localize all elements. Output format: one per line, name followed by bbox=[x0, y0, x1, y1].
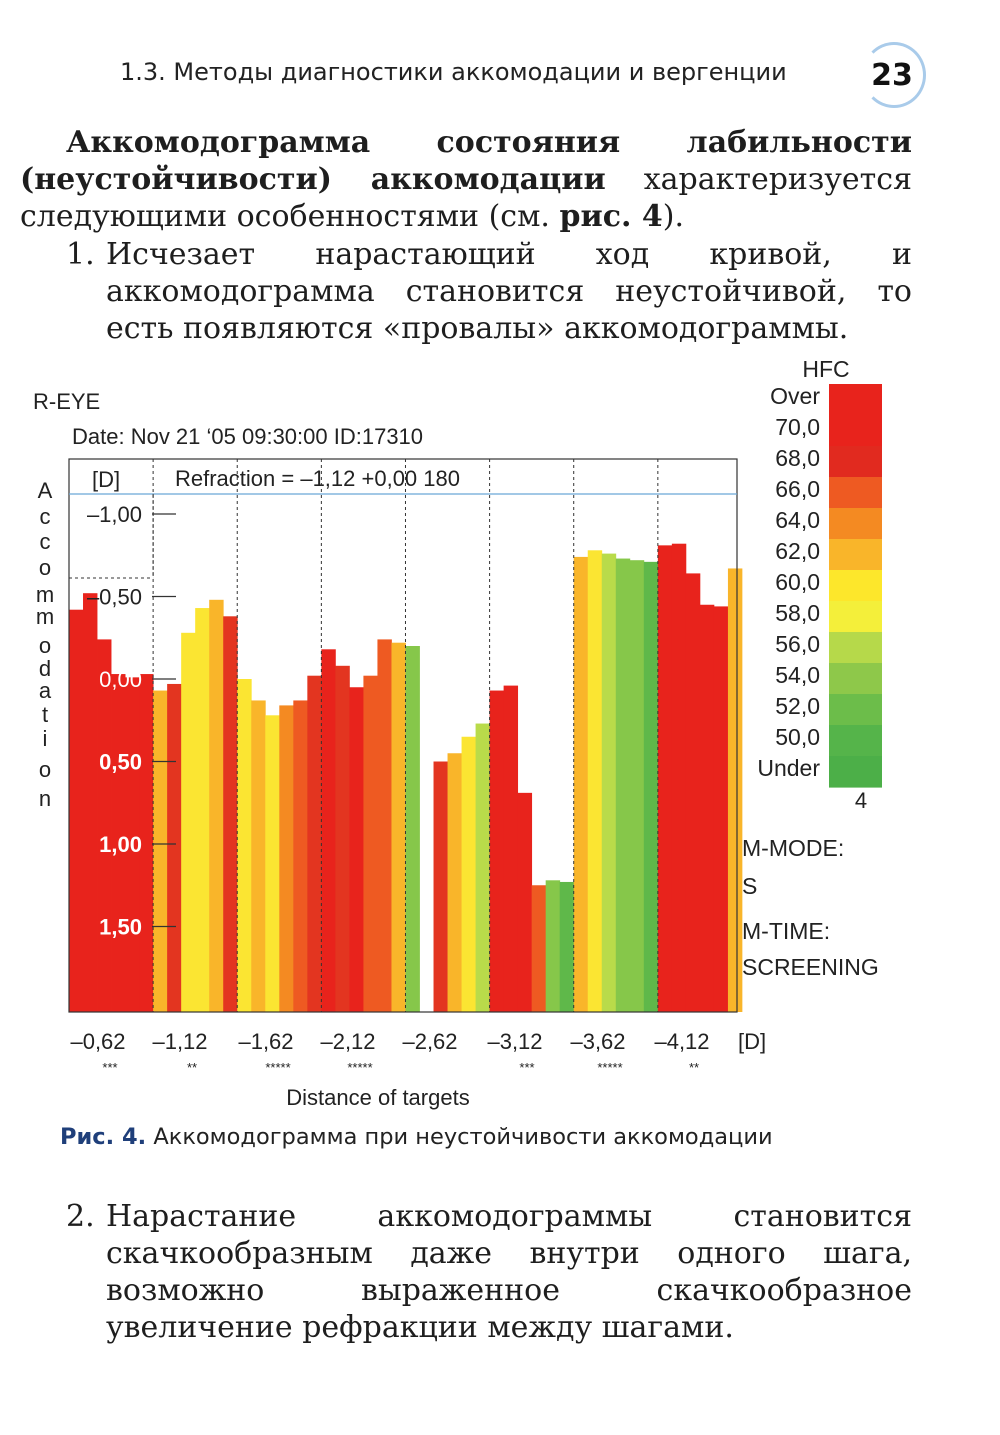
bar bbox=[700, 605, 714, 1012]
bar bbox=[405, 646, 419, 1012]
y-axis-letter: c bbox=[39, 504, 51, 529]
legend-swatch bbox=[829, 663, 882, 695]
bar bbox=[434, 762, 448, 1013]
y-axis-letter: o bbox=[38, 633, 52, 658]
y-axis-letter: a bbox=[38, 678, 52, 703]
legend-label: 58,0 bbox=[775, 600, 820, 626]
legend-label: 64,0 bbox=[775, 507, 820, 533]
x-tick-stars: ***** bbox=[347, 1060, 373, 1075]
legend-swatch bbox=[829, 601, 882, 633]
x-tick-label: –3,12 bbox=[487, 1029, 543, 1054]
bar bbox=[195, 608, 209, 1012]
bar bbox=[69, 610, 83, 1012]
x-unit-label: [D] bbox=[738, 1029, 767, 1054]
unit-label: [D] bbox=[92, 467, 121, 492]
bar bbox=[223, 616, 237, 1012]
list-item bbox=[66, 236, 912, 347]
x-tick-stars: *** bbox=[102, 1060, 118, 1075]
m-mode-value: S bbox=[742, 873, 758, 899]
y-axis-letter: A bbox=[37, 478, 53, 503]
bar bbox=[391, 643, 405, 1012]
legend-swatch bbox=[829, 415, 882, 447]
bar bbox=[546, 880, 560, 1012]
eye-label: R-EYE bbox=[33, 389, 101, 414]
bar bbox=[672, 544, 686, 1012]
y-tick-label: –0,50 bbox=[86, 584, 142, 610]
legend-label: 54,0 bbox=[775, 662, 820, 688]
list-item-number: 2. bbox=[66, 1199, 95, 1234]
bar bbox=[560, 882, 574, 1012]
bar bbox=[686, 573, 700, 1012]
legend-label: 56,0 bbox=[775, 631, 820, 657]
hfc-legend bbox=[757, 356, 882, 813]
y-tick-label: –1,00 bbox=[86, 502, 142, 527]
legend-label: 60,0 bbox=[775, 569, 820, 595]
list-item-text: Исчезает нарастающий ход кривой, и аккомодограмма становится неустойчивой, то есть появляются «провалы» аккомодограммы. bbox=[106, 237, 912, 346]
x-tick-label: –0,62 bbox=[70, 1029, 126, 1054]
legend-label: 68,0 bbox=[775, 445, 820, 471]
x-tick-stars: ** bbox=[186, 1060, 198, 1075]
legend-swatch bbox=[829, 756, 882, 788]
y-axis-letter: m bbox=[35, 582, 55, 607]
bar bbox=[307, 676, 321, 1012]
x-tick-label: –2,12 bbox=[320, 1029, 376, 1054]
bar bbox=[293, 700, 307, 1012]
legend-label: Under bbox=[757, 755, 820, 781]
x-tick-stars: ***** bbox=[597, 1060, 623, 1075]
bar bbox=[321, 649, 335, 1012]
y-tick-label: 1,50 bbox=[99, 914, 142, 940]
accommodogram-figure bbox=[0, 350, 1000, 1120]
bar bbox=[630, 560, 644, 1012]
figure-caption bbox=[60, 1124, 773, 1150]
bar bbox=[574, 557, 588, 1012]
bar bbox=[209, 600, 223, 1012]
list-item-text: Нарастание аккомодограммы становится скачкообразным даже внутри одного шага, возможно выраженное скачкообразное увеличение рефракции между шагами. bbox=[106, 1199, 912, 1345]
m-time-label: M-TIME: bbox=[742, 918, 831, 944]
bar bbox=[588, 550, 602, 1012]
y-axis-letter: i bbox=[42, 726, 48, 751]
legend-swatch bbox=[829, 384, 882, 416]
bar bbox=[167, 684, 181, 1012]
legend-label: 70,0 bbox=[775, 414, 820, 440]
x-axis-title: Distance of targets bbox=[286, 1085, 470, 1110]
legend-swatch bbox=[829, 539, 882, 571]
x-tick-label: –1,12 bbox=[152, 1029, 208, 1054]
x-tick-label: –4,12 bbox=[654, 1029, 710, 1054]
bar bbox=[181, 633, 195, 1012]
bar bbox=[83, 593, 97, 1012]
bar bbox=[728, 568, 742, 1012]
intro-text-end: ). bbox=[662, 199, 685, 234]
legend-label: 50,0 bbox=[775, 724, 820, 750]
y-axis-letter: d bbox=[38, 656, 52, 681]
figure-reference: рис. 4 bbox=[559, 199, 663, 234]
legend-label: Over bbox=[770, 383, 820, 409]
legend-swatch bbox=[829, 477, 882, 509]
running-title: 1.3. Методы диагностики аккомодации и вергенции bbox=[120, 58, 787, 86]
y-axis-letter: t bbox=[41, 702, 49, 727]
legend-title: HFC bbox=[802, 356, 850, 382]
x-tick-labels bbox=[70, 1029, 709, 1075]
legend-swatch bbox=[829, 725, 882, 757]
intro-text-mid: характеризуется следующими особенностями (см. bbox=[20, 162, 912, 234]
bar bbox=[279, 705, 293, 1012]
bar bbox=[335, 666, 349, 1012]
bar bbox=[97, 639, 111, 1012]
bar bbox=[153, 691, 167, 1012]
y-tick-label: 0,00 bbox=[99, 667, 142, 692]
bar bbox=[377, 639, 391, 1012]
bar bbox=[616, 559, 630, 1012]
legend-count: 4 bbox=[854, 788, 868, 813]
legend-swatch bbox=[829, 694, 882, 726]
bar bbox=[532, 885, 546, 1012]
bar bbox=[602, 554, 616, 1012]
bar bbox=[518, 793, 532, 1012]
x-tick-stars: ***** bbox=[265, 1060, 291, 1075]
bar bbox=[658, 545, 672, 1012]
legend-label: 52,0 bbox=[775, 693, 820, 719]
y-axis-letter: n bbox=[38, 786, 52, 811]
bar bbox=[714, 606, 728, 1012]
page-number-value: 23 bbox=[871, 58, 913, 93]
m-time-value: SCREENING bbox=[742, 954, 879, 980]
refraction-text: Refraction = –1,12 +0,00 180 bbox=[175, 466, 460, 491]
intro-bold-lead: Аккомодограмма состояния лабильности (неустойчивости) аккомодации bbox=[20, 125, 912, 197]
bar bbox=[644, 562, 658, 1012]
x-tick-label: –3,62 bbox=[570, 1029, 626, 1054]
m-mode-label: M-MODE: bbox=[742, 835, 845, 861]
bar bbox=[237, 679, 251, 1012]
date-line: Date: Nov 21 ‘05 09:30:00 ID:17310 bbox=[72, 424, 424, 449]
y-axis-letter: m bbox=[35, 604, 55, 629]
y-axis-label bbox=[36, 478, 54, 811]
caption-label: Рис. 4. bbox=[60, 1124, 147, 1150]
bar bbox=[265, 715, 279, 1012]
caption-text: Аккомодограмма при неустойчивости аккомодации bbox=[146, 1124, 773, 1150]
x-tick-label: –1,62 bbox=[238, 1029, 294, 1054]
legend-swatch bbox=[829, 570, 882, 602]
list-item-number: 1. bbox=[66, 237, 95, 272]
bar bbox=[476, 724, 490, 1012]
bar bbox=[504, 686, 518, 1012]
x-tick-stars: *** bbox=[519, 1060, 535, 1075]
legend-label: 66,0 bbox=[775, 476, 820, 502]
bar bbox=[251, 700, 265, 1012]
y-axis-letter: c bbox=[39, 529, 51, 554]
bar bbox=[363, 676, 377, 1012]
page-number-ring bbox=[862, 42, 926, 108]
y-tick-label: 0,50 bbox=[99, 749, 142, 775]
bar bbox=[462, 737, 476, 1012]
bar bbox=[490, 691, 504, 1012]
intro-paragraph bbox=[20, 124, 912, 235]
x-tick-label: –2,62 bbox=[402, 1029, 458, 1054]
y-axis-letter: o bbox=[38, 555, 52, 580]
legend-swatch bbox=[829, 508, 882, 540]
legend-swatch bbox=[829, 632, 882, 664]
y-axis-letter: o bbox=[38, 757, 52, 782]
legend-swatch bbox=[829, 446, 882, 478]
y-tick-label: 1,00 bbox=[99, 832, 142, 857]
bar bbox=[448, 753, 462, 1012]
bar bbox=[349, 687, 363, 1012]
page-number bbox=[856, 40, 928, 112]
x-tick-stars: ** bbox=[688, 1060, 700, 1075]
list-item bbox=[66, 1198, 912, 1346]
legend-label: 62,0 bbox=[775, 538, 820, 564]
